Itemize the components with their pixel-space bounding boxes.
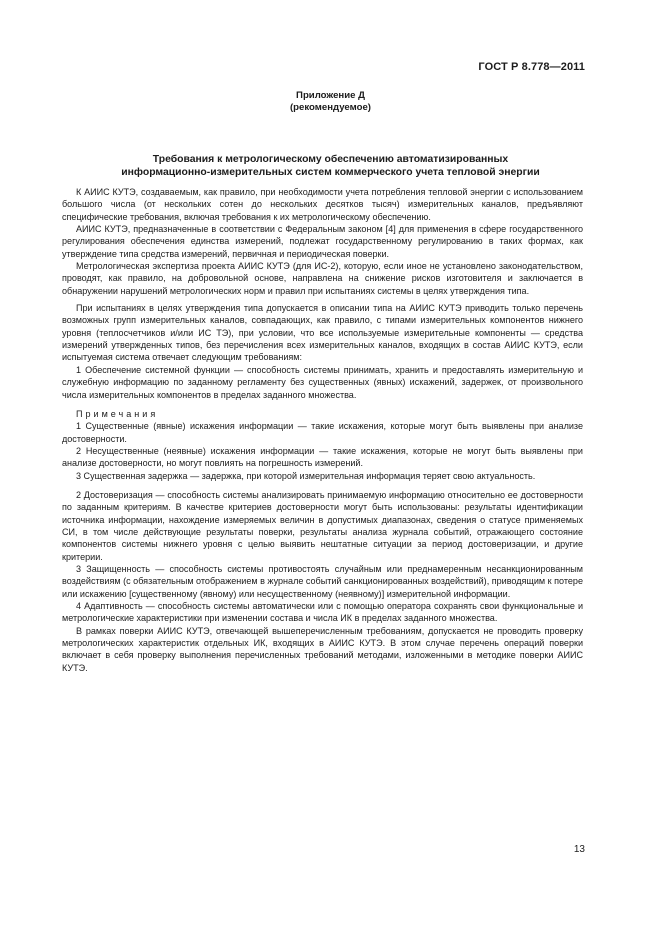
note-item: 1 Существенные (явные) искажения информации — такие искажения, которые могут быть выявлены при анализе достоверности. xyxy=(62,421,583,444)
annex-heading xyxy=(0,90,661,114)
requirement-item: 4 Адаптивность — способность системы автоматически или с помощью оператора сохранять свои функциональные и метрологические характеристики при изменении состава и числа ИК в пределах заданного множества. xyxy=(62,601,583,624)
annex-title: Приложение Д xyxy=(296,90,365,101)
note-item: 2 Несущественные (неявные) искажения информации — такие искажения, которые не могут быть выявлены при анализе достоверности, но могут повлиять на погрешность измерений. xyxy=(62,445,583,469)
document-body xyxy=(62,186,583,674)
section-title-line-1: Требования к метрологическому обеспечению автоматизированных xyxy=(152,154,509,165)
section-title-line-2: информационно-измерительных систем коммерческого учета тепловой энергии xyxy=(121,167,540,178)
document-code: ГОСТ Р 8.778—2011 xyxy=(478,61,585,73)
paragraph: Метрологическая экспертиза проекта АИИС КУТЭ (для ИС-2), которую, если иное не установлено законодательством, проводят, как правило, на добровольной основе, направлена на снижение рисков изготовителя и заключается в обнаружении нарушений метрологических норм и правил при испытаниях системы в целях утверждения типа. xyxy=(62,261,583,296)
paragraph: При испытаниях в целях утверждения типа допускается в описании типа на АИИС КУТЭ приводить только перечень возможных групп измерительных каналов, совпадающих, как правило, с типами измерительных компонентов нижнего уровня (теплосчетчиков и/или ИС ТЭ), при условии, что все используемые измерительные компоненты — средства измерений утвержденных типов, без перечисления всех измерительных каналов, входящих в состав АИИС КУТЭ, если испытуемая система отвечает следующим требованиям: xyxy=(62,303,583,363)
section-title xyxy=(76,153,585,179)
paragraph: 1 Обеспечение системной функции — способность системы принимать, хранить и предоставлять измерительную и служебную информацию по заданному регламенту без существенных (явных) искажений, задержек, от произвольного числа измерительных компонентов в пределах заданного множества. xyxy=(62,364,583,400)
requirement-item: 2 Достоверизация — способность системы анализировать принимаемую информацию относительно ее достоверности по заданным критериям. В качестве критериев достоверности могут быть использованы: результаты идентификации источника информации, нахождение измеряемых величин в допустимых диапазонах, сведения о статусе применяемых СИ, в том числе действующие результаты поверки, результаты анализа журнала событий, отражающего состояние компонентов системы нижнего уровня с целью выявить нештатные ситуации за период достоверизации, и другие критерии. xyxy=(62,489,583,562)
page-number: 13 xyxy=(573,844,585,855)
notes-heading: Примечания xyxy=(76,408,159,419)
paragraph: АИИС КУТЭ, предназначенные в соответствии с Федеральным законом [4] для применения в сфере государственного регулирования обеспечения единства измерений, подлежат государственному регулированию в таких формах, как утверждение типа средства измерений, первичная и периодическая поверки. xyxy=(62,224,583,259)
annex-subtitle: (рекомендуемое) xyxy=(289,102,371,113)
paragraph: К АИИС КУТЭ, создаваемым, как правило, при необходимости учета потребления тепловой энергии с использованием большого числа (от нескольких сотен до нескольких десятков тысяч) измерительных каналов, предъявляют специфические требования, включая требования к их метрологическому обеспечению. xyxy=(62,187,583,222)
paragraph: В рамках поверки АИИС КУТЭ, отвечающей вышеперечисленным требованиям, допускается не проводить проверку метрологических характеристик отдельных ИК, входящих в АИИС КУТЭ. В этом случае перечень операций поверки включает в себя проверку выполнения перечисленных требований методами, изложенными в методике поверки АИИС КУТЭ. xyxy=(62,625,583,673)
requirement-item: 3 Защищенность — способность системы противостоять случайным или преднамеренным несанкционированным воздействиям (с обязательным отображением в журнале событий санкционированных воздействий), приводящим к потере или искажению [существенному (явному) или несущественному (неявному)] измерительной информации. xyxy=(62,563,583,599)
note-item: 3 Существенная задержка — задержка, при которой измерительная информация теряет свою актуальность. xyxy=(76,470,536,481)
